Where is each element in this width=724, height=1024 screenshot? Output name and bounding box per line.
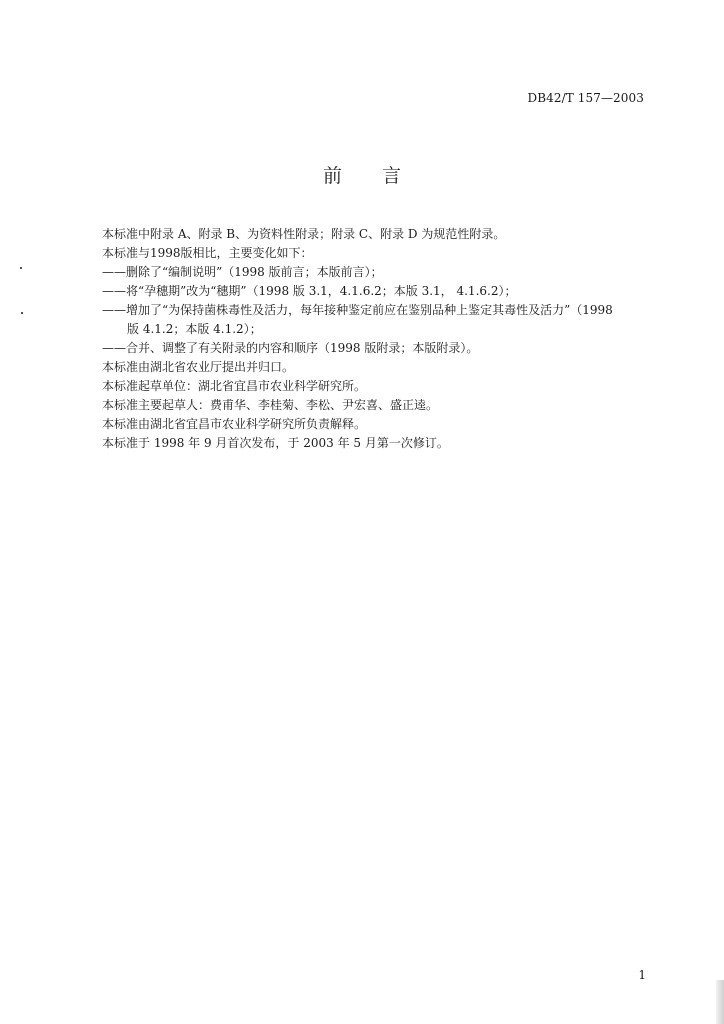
page-title: 前言 [322, 165, 441, 187]
paragraph-proposer: 本标准由湖北省农业厅提出并归口。 [102, 360, 295, 374]
change-item-merged-appendix: ——合并、调整了有关附录的内容和顺序（1998 版附录；本版附录）。 [102, 341, 479, 355]
change-item-added-toxicity: ——增加了“为保持菌株毒性及活力，每年接种鉴定前应在鉴别品种上鉴定其毒性及活力”（1998 [102, 303, 613, 317]
paragraph-release-history: 本标准于 1998 年 9 月首次发布，于 2003 年 5 月第一次修订。 [102, 436, 449, 450]
scan-edge-shadow [716, 980, 724, 1024]
change-item-added-toxicity-continued: 版 4.1.2；本版 4.1.2）； [127, 322, 262, 336]
change-item-deleted-notes: ——删除了“编制说明”（1998 版前言；本版前言）； [102, 265, 383, 279]
paragraph-appendix-note: 本标准中附录 A、附录 B、为资料性附录；附录 C、附录 D 为规范性附录。 [102, 227, 506, 241]
paragraph-drafting-unit: 本标准起草单位：湖北省宜昌市农业科学研究所。 [102, 379, 367, 393]
page-number: 1 [638, 968, 646, 982]
change-item-renamed-stage: ——将“孕穗期”改为“穗期”（1998 版 3.1，4.1.6.2；本版 3.1， 4.1.6.2）； [102, 284, 517, 298]
paragraph-main-drafters: 本标准主要起草人：费甫华、李桂菊、李松、尹宏喜、盛正逵。 [102, 398, 439, 412]
scan-speck [20, 267, 22, 269]
paragraph-interpretation: 本标准由湖北省宜昌市农业科学研究所负责解释。 [102, 417, 367, 431]
scan-speck [21, 312, 23, 314]
document-code: DB42/T 157—2003 [527, 91, 644, 105]
paragraph-changes-intro: 本标准与1998版相比，主要变化如下： [102, 246, 313, 260]
preface-body [102, 225, 647, 453]
